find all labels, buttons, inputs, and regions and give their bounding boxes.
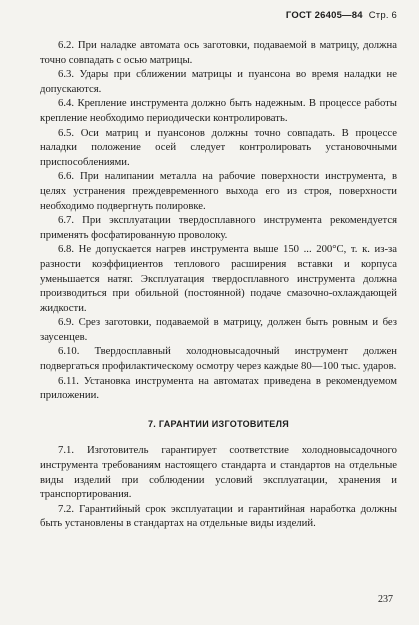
clause-7-2: 7.2. Гарантийный срок эксплуатации и гарантийная наработка должны быть установлены в стандартах на отдельные виды изделий. bbox=[40, 502, 397, 530]
page-number: 237 bbox=[378, 594, 393, 605]
document-body bbox=[40, 38, 397, 531]
clause-7-1: 7.1. Изготовитель гарантирует соответствие холодновысадочного инструмента требованиям настоящего стандарта и стандартов на отдельные виды изделий при соблюдении условий эксплуатации, хранения и транспортирования. bbox=[40, 444, 397, 501]
clause-6-6: 6.6. При налипании металла на рабочие поверхности инструмента, в целях устранения преждевременного выхода его из строя, поверхности необходимо подвергнуть полировке. bbox=[40, 170, 397, 212]
clause-6-9: 6.9. Срез заготовки, подаваемой в матрицу, должен быть ровным и без заусенцев. bbox=[40, 316, 397, 343]
clause-6-11: 6.11. Установка инструмента на автоматах приведена в рекомендуемом приложении. bbox=[40, 374, 397, 402]
page-label: Стр. 6 bbox=[368, 10, 397, 21]
clause-6-7: 6.7. При эксплуатации твердосплавного инструмента рекомендуется применять фосфатированную проволоку. bbox=[40, 214, 397, 241]
clause-6-5: 6.5. Оси матриц и пуансонов должны точно совпадать. В процессе наладки положение осей следует контролировать установочными приспособлениями. bbox=[40, 126, 397, 168]
clause-6-3: 6.3. Удары при сближении матрицы и пуансона во время наладки не допускаются. bbox=[40, 68, 397, 95]
section-title: 7. ГАРАНТИИ ИЗГОТОВИТЕЛЯ bbox=[147, 418, 289, 429]
clause-6-2: 6.2. При наладке автомата ось заготовки, подаваемой в матрицу, должна точно совпадать с осью матрицы. bbox=[40, 39, 397, 66]
clause-6-4: 6.4. Крепление инструмента должно быть надежным. В процессе работы крепление необходимо периодически контролировать. bbox=[40, 97, 397, 124]
clause-6-10: 6.10. Твердосплавный холодновысадочный инструмент должен подвергаться профилактическому осмотру через каждые 80—100 тыс. ударов. bbox=[40, 345, 397, 373]
document-code: ГОСТ 26405—84 bbox=[285, 10, 363, 21]
page-header bbox=[286, 10, 397, 21]
clause-6-8: 6.8. Не допускается нагрев инструмента выше 150 ... 200°С, т. к. из-за разности коэффициентов теплового расширения вставки и корпуса уменьшается натяг. Эксплуатация твердосплавного инструмента должна производиться при обильной (постоянной) подаче смазочно-охлаждающей жидкости. bbox=[40, 243, 397, 314]
